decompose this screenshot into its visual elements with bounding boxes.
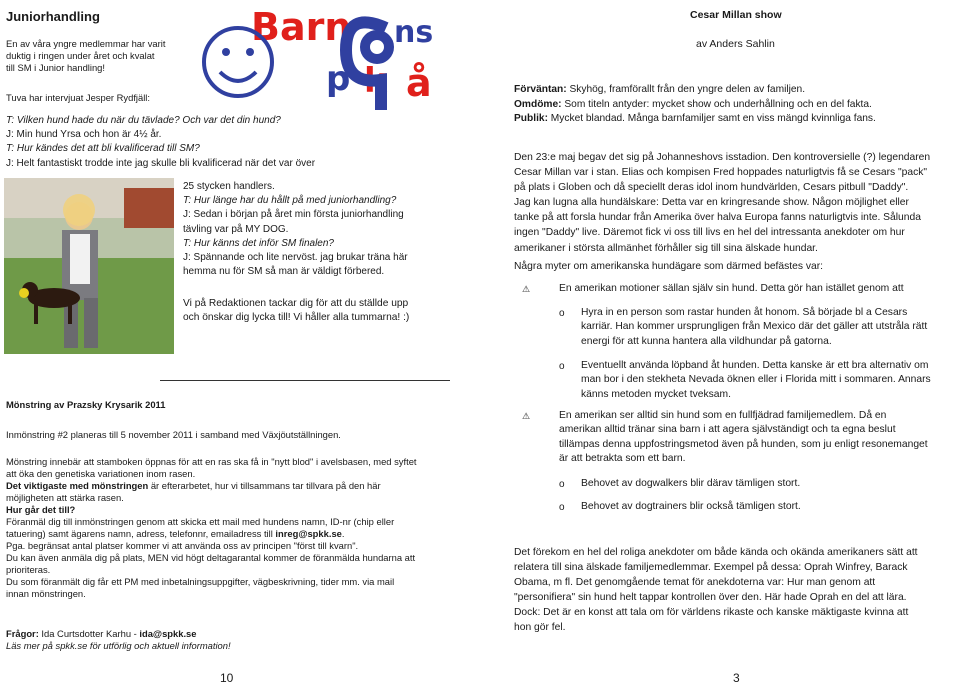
goal-bold: Det viktigaste med mönstringen <box>6 480 149 491</box>
thanks-line: Vi på Redaktionen tackar dig för att du ställde upp <box>183 298 409 309</box>
interview-line: J: Min hund Yrsa och hon är 4½ år. <box>6 129 162 141</box>
show-body <box>6 456 466 600</box>
inreg-email-link[interactable]: inreg@spkk.se <box>275 528 342 539</box>
barnens-sida-logo <box>196 0 446 110</box>
show-line: Mönstring innebär att stamboken öppnas för att en ras ska få in "nytt blod" i avelsbasen, med syftet <box>6 456 417 467</box>
para2-line: Det förekom en hel del roliga anekdoter om både kända och okända amerikaners sätt att <box>514 547 918 558</box>
svg-text:Barn: Barn <box>251 5 352 49</box>
photo-illustration <box>4 178 174 354</box>
cesar-para1 <box>514 150 960 256</box>
pm-line: Du som föranmält dig får ett PM med inbetalningsuppgifter, vägbeskrivning, tider mm. via mail <box>6 576 395 587</box>
para2-line: hon gör fel. <box>514 622 566 634</box>
circle-bullet-icon: o <box>559 502 565 513</box>
svg-text:ns: ns <box>394 15 434 50</box>
pm-line: innan mönstringen. <box>6 588 86 599</box>
expect-label: Förväntan: <box>514 84 567 95</box>
para2-line: relatera till sina älskade familjemedlemmar. Exempel på dessa: Oprah Winfrey, Barack <box>514 562 908 574</box>
cesar-para2 <box>514 545 960 636</box>
read-more: Läs mer på spkk.se för utförlig och aktuell information! <box>6 640 231 651</box>
intro-line: En av våra yngre medlemmar har varit <box>6 38 166 49</box>
bullet-item: En amerikan ser alltid sin hund som en fullfjädrad familjemedlem. Då en amerikan alltid tränar sina barn i att agera självständigt och ta egna beslut tillämpas denna uppfostringsmetod även på hunden, som ju enligt resonemanget är att betrakta som ett barn. <box>559 410 928 465</box>
para2-line: "personifiera" sin hund helt tappar kontrollen över den. Här hade Oprah en del att lära. <box>514 592 907 604</box>
intro-line: duktig i ringen under året och kvalat <box>6 50 155 61</box>
interview-line: T: Hur känns det inför SM finalen? <box>183 237 334 249</box>
ida-email-link[interactable]: ida@spkk.se <box>139 628 197 639</box>
para1-line: Den 23:e maj begav det sig på Johanneshovs isstadion. Den kontroversielle (?) legendaren <box>514 152 931 163</box>
cesar-author: av Anders Sahlin <box>696 38 775 50</box>
circle-bullet-icon: o <box>559 479 565 490</box>
svg-text:k: k <box>364 61 387 101</box>
myths-intro: Några myter om amerikanska hundägare som därmed befästes var: <box>514 261 824 272</box>
interview-line: T: Hur länge har du hållt på med juniorhandling? <box>183 195 397 207</box>
remote-line: prioriteras. <box>6 564 51 575</box>
pga-line: Pga. begränsat antal platser kommer vi att använda oss av principen "först till kvarn". <box>6 540 359 551</box>
page-number-right: 3 <box>733 671 740 685</box>
how-title: Hur går det till? <box>6 504 76 515</box>
circle-bullet-icon: o <box>559 308 565 319</box>
how-line-2: tatuering) samt ägarens namn, adress, telefonnr, emailadress till inreg@spkk.se. <box>6 528 345 539</box>
para2-line: Dock: Det är en konst att tala om för världens rikaste och kanske mäktigaste kvinna att <box>514 607 909 619</box>
interview-intro: Tuva har intervjuat Jesper Rydfjäll: <box>6 92 150 103</box>
interview-line: T: Hur kändes det att bli kvalificerad till SM? <box>6 143 200 155</box>
interview-line: tävling var på MY DOG. <box>183 223 289 235</box>
contact-label: Frågor: <box>6 628 39 639</box>
bullet-item: Eventuellt använda löpband åt hunden. Detta kanske är ett bra alternativ om man bor i den stekheta Nevada öknen eller i Florida mitt i sommaren. Annars känns metoden mycket tveksam. <box>581 360 931 400</box>
page-number-left: 10 <box>220 671 234 685</box>
interview-line: J: Spännande och lite nervöst. jag brukar träna här <box>183 252 408 264</box>
para1-line: amerikaner i största allmänhet förhåller sig till sina älskade hundar. <box>514 242 818 254</box>
para1-line: Cesar Millan var i stan. Elias och kompisen Fred hoppades naturligtvis få se Cesars "pack" <box>514 167 928 179</box>
review-label: Omdöme: <box>514 98 562 110</box>
interview-line: J: Helt fantastiskt trodde inte jag skulle bli kvalificerad när det var över <box>6 157 316 169</box>
para1-line: ingen "Daddy" live. Däremot fick vi oss till livs en hel del intressanta anekdoter om hur <box>514 227 905 239</box>
thanks-line: och önskar dig lycka till! Vi håller alla tummarna! :) <box>183 312 410 324</box>
interview-line: T: Vilken hund hade du när du tävlade? Och var det din hund? <box>6 115 281 126</box>
expect-text: Skyhög, framförallt från den yngre delen av familjen. <box>566 84 806 95</box>
contact-name: Ida Curtsdotter Karhu - <box>38 628 140 639</box>
goal-line-2: möjligheten att stärka rasen. <box>6 492 124 503</box>
junior-title: Juniorhandling <box>6 9 100 24</box>
thanks-text <box>183 297 473 326</box>
contact-block <box>6 628 466 652</box>
para2-line: Obama, m fl. Det genomgående temat för anekdoterna var: Hur man genom att <box>514 577 876 589</box>
interview-right <box>183 180 463 279</box>
bullet-item: Behovet av dogwalkers blir därav tämligen stort. <box>581 478 801 489</box>
bullet-item: Behovet av dogtrainers blir också tämligen stort. <box>581 501 801 512</box>
cesar-title: Cesar Millan show <box>690 9 782 21</box>
show-planned: Inmönstring #2 planeras till 5 november 2011 i samband med Växjöutställningen. <box>6 429 341 440</box>
warning-icon: ⚠ <box>522 284 531 294</box>
junior-handler-photo <box>4 178 174 354</box>
goal-rest: är efterarbetet, hur vi tillsammans tar tillvara på den här <box>148 480 381 491</box>
remote-line: Du kan även anmäla dig på plats, MEN vid högt deltagarantal kommer de föranmälda hundarna att <box>6 552 416 563</box>
svg-text:å: å <box>406 61 432 105</box>
bullet-item: En amerikan motioner sällan själv sin hund. Detta gör han istället genom att <box>559 283 904 294</box>
show-line: att öka den genetiska variationen inom rasen. <box>6 468 196 479</box>
show-title: Mönstring av Prazsky Krysarik 2011 <box>6 399 166 410</box>
interview-line: 25 stycken handlers. <box>183 181 275 192</box>
circle-bullet-icon: o <box>559 361 565 372</box>
intro-line: till SM i Junior handling! <box>6 62 106 73</box>
divider <box>160 380 450 381</box>
para1-line: tanke på att forsla hundar från Amerika över halva Europa fanns naturligtvis inte. Sålunda <box>514 212 921 224</box>
audience-text: Mycket blandad. Många barnfamiljer samt en viss mängd kvinnliga fans. <box>547 113 876 125</box>
svg-text:p: p <box>326 59 351 99</box>
interview-top <box>6 114 456 171</box>
interview-line: hemma nu för SM så man är väldigt förbered. <box>183 266 385 278</box>
bullet-item: Hyra in en person som rastar hunden åt honom. Så började bl a Cesars karriär. Han kommer ursprungligen från Mexico där det gäller att utstråla rätt energi för att kunna hantera alla vildhundar på gatorna. <box>581 307 928 347</box>
warning-icon: ⚠ <box>522 411 531 421</box>
interview-line: J: Sedan i början på året min första juniorhandling <box>183 209 404 221</box>
junior-intro <box>6 38 206 74</box>
goal-line <box>6 480 466 492</box>
para1-line: Jag kan lugna alla hundälskare: Detta var en kringresande show. Någon möjlighet eller <box>514 197 909 209</box>
audience-label: Publik: <box>514 113 548 125</box>
para1-line: på plats i Globen och då speciellt deras idol inom hundvärlden, Cesars pitbull "Daddy". <box>514 182 909 194</box>
review-text: Som titeln antyder: mycket show och underhållning och en del fakta. <box>561 98 872 110</box>
cesar-summary <box>514 83 960 127</box>
how-line: Föranmäl dig till inmönstringen genom att skicka ett mail med hundens namn, ID-nr (chip eller <box>6 516 395 527</box>
